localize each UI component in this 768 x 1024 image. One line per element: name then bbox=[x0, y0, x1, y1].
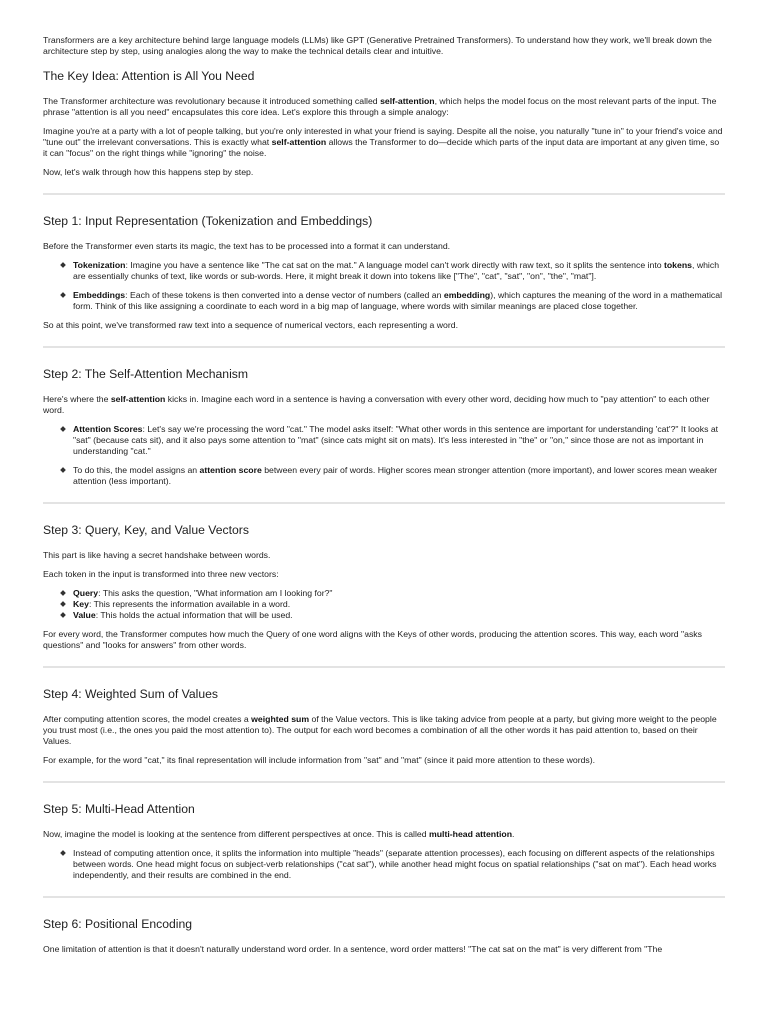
text: Here's where the bbox=[43, 394, 111, 404]
text: The Transformer architecture was revolutionary because it introduced something called bbox=[43, 96, 381, 106]
term-query: Query bbox=[73, 588, 99, 598]
heading-step-4: Step 4: Weighted Sum of Values bbox=[43, 687, 219, 701]
key-idea-paragraph-1 bbox=[43, 96, 725, 118]
list-item-value bbox=[73, 610, 725, 621]
list-item-attention-scores bbox=[73, 424, 725, 457]
term-key: Key bbox=[73, 599, 89, 609]
text: Now, imagine the model is looking at the sentence from different perspectives at once. This is called bbox=[43, 829, 429, 839]
step3-paragraph-1: This part is like having a secret handshake between words. bbox=[43, 550, 271, 560]
list-item-query bbox=[73, 588, 725, 599]
section-divider bbox=[43, 781, 725, 783]
step5-paragraph-1 bbox=[43, 829, 725, 840]
heading-key-idea: The Key Idea: Attention is All You Need bbox=[43, 69, 255, 83]
text: : This asks the question, "What information am I looking for?" bbox=[98, 588, 333, 598]
key-idea-paragraph-3: Now, let's walk through how this happens step by step. bbox=[43, 167, 254, 177]
text: After computing attention scores, the model creates a bbox=[43, 714, 252, 724]
term-tokens: tokens bbox=[663, 260, 692, 270]
text: : Let's say we're processing the word "cat." The model asks itself: "What other words in this sentence are important for understanding 'cat'?" It looks at "sat" (because cats sit), and it also pays some attention to "mat" (since cats might sit on mats). It's less interested in "the" or "on," since those are not as important in understanding "cat." bbox=[73, 424, 719, 456]
section-divider bbox=[43, 502, 725, 504]
section-divider bbox=[43, 896, 725, 898]
text: between every pair of words. Higher scores mean stronger attention (more important), and lower scores mean weaker attention (less important). bbox=[73, 465, 718, 486]
section-divider bbox=[43, 666, 725, 668]
step1-paragraph-1: Before the Transformer even starts its magic, the text has to be processed into a format it can understand. bbox=[43, 241, 451, 251]
text: To do this, the model assigns an bbox=[73, 465, 200, 475]
step1-paragraph-2: So at this point, we've transformed raw text into a sequence of numerical vectors, each representing a word. bbox=[43, 320, 459, 330]
text: kicks in. Imagine each word in a sentence is having a conversation with every other word, deciding how much to "pay attention" to each other word. bbox=[43, 394, 710, 415]
text: : Imagine you have a sentence like "The cat sat on the mat." A language model can't work directly with raw text, so it splits the sentence into bbox=[125, 260, 664, 270]
step2-list bbox=[43, 424, 725, 487]
section-divider bbox=[43, 346, 725, 348]
list-item-key bbox=[73, 599, 725, 610]
list-item-multi-head: Instead of computing attention once, it splits the information into multiple "heads" (separate attention processes), each focusing on different aspects of the relationships between words. One head might focus on subject-verb relationships ("cat sat"), while another head might focus on spatial relationships ("sat on mat"). Each head works independently, and their results are combined in the end. bbox=[73, 848, 725, 881]
text: ), which captures the meaning of the word in a mathematical form. Think of this like assigning a coordinate to each word in a big map of language, where words with similar meanings are placed close together. bbox=[73, 290, 723, 311]
text: , which are essentially chunks of text, like words or sub-words. Here, it might break it down into tokens like ["The", "cat", "sat", "on", "the", "mat"]. bbox=[73, 260, 720, 281]
step4-paragraph-2: For example, for the word "cat," its final representation will include information from "sat" and "mat" (since it paid more attention to these words). bbox=[43, 755, 596, 765]
term-self-attention: self-attention bbox=[380, 96, 435, 106]
text: : Each of these tokens is then converted into a dense vector of numbers (called an bbox=[125, 290, 444, 300]
term-tokenization: Tokenization bbox=[73, 260, 126, 270]
list-item-embeddings bbox=[73, 290, 725, 312]
text: : This represents the information available in a word. bbox=[88, 599, 291, 609]
document-page bbox=[43, 0, 725, 955]
term-self-attention: self-attention bbox=[110, 394, 166, 404]
step3-paragraph-2: Each token in the input is transformed into three new vectors: bbox=[43, 569, 279, 579]
heading-step-1: Step 1: Input Representation (Tokenization and Embeddings) bbox=[43, 214, 373, 228]
step5-list bbox=[43, 848, 725, 881]
step6-paragraph-1: One limitation of attention is that it doesn't naturally understand word order. In a sentence, word order matters! "The cat sat on the mat" is very different from "The bbox=[43, 944, 663, 954]
term-self-attention: self-attention bbox=[271, 137, 327, 147]
term-value: Value bbox=[73, 610, 96, 620]
term-multi-head-attention: multi-head attention bbox=[429, 829, 513, 839]
text: of the Value vectors. This is like taking advice from people at a party, but giving more weight to the people you trust most (i.e., the ones you paid the most attention to). The output for each word becomes a combination of all the other words it has paid attention to, based on their Values. bbox=[43, 714, 717, 746]
step4-paragraph-1 bbox=[43, 714, 725, 747]
text: Imagine you're at a party with a lot of people talking, but you're only interested in what your friend is saying. Despite all the noise, you naturally "tune in" to your friend's voice and "tune out" the irrelevant conversations. This is exactly what bbox=[43, 126, 723, 147]
step3-paragraph-3: For every word, the Transformer computes how much the Query of one word aligns with the Keys of other words, producing the attention scores. This way, each word "asks questions" and "looks for answers" from other words. bbox=[43, 629, 702, 650]
step1-list bbox=[43, 260, 725, 312]
heading-step-3: Step 3: Query, Key, and Value Vectors bbox=[43, 523, 249, 537]
step2-paragraph-1 bbox=[43, 394, 725, 416]
term-embeddings: Embeddings bbox=[73, 290, 126, 300]
term-embedding: embedding bbox=[443, 290, 491, 300]
text: , which helps the model focus on the most relevant parts of the input. The phrase "attention is all you need" encapsulates this core idea. Let's explore this through a simple analogy: bbox=[43, 96, 717, 117]
text: : This holds the actual information that will be used. bbox=[95, 610, 293, 620]
key-idea-paragraph-2 bbox=[43, 126, 725, 159]
text: allows the Transformer to do—decide which parts of the input data are important at any given time, so it can "focus" on the right things while "ignoring" the noise. bbox=[43, 137, 720, 158]
heading-step-6: Step 6: Positional Encoding bbox=[43, 917, 193, 931]
step3-list bbox=[43, 588, 725, 621]
list-item-tokenization bbox=[73, 260, 725, 282]
term-weighted-sum: weighted sum bbox=[251, 714, 310, 724]
term-attention-scores: Attention Scores bbox=[73, 424, 143, 434]
term-attention-score: attention score bbox=[199, 465, 262, 475]
heading-step-2: Step 2: The Self-Attention Mechanism bbox=[43, 367, 249, 381]
heading-step-5: Step 5: Multi-Head Attention bbox=[43, 802, 195, 816]
list-item-attention-score bbox=[73, 465, 725, 487]
intro-paragraph: Transformers are a key architecture behind large language models (LLMs) like GPT (Generative Pretrained Transformers). To understand how they work, we'll break down the architecture step by step, using analogies along the way to make the technical details clear and intuitive. bbox=[43, 35, 712, 56]
section-divider bbox=[43, 193, 725, 195]
text: . bbox=[512, 829, 515, 839]
